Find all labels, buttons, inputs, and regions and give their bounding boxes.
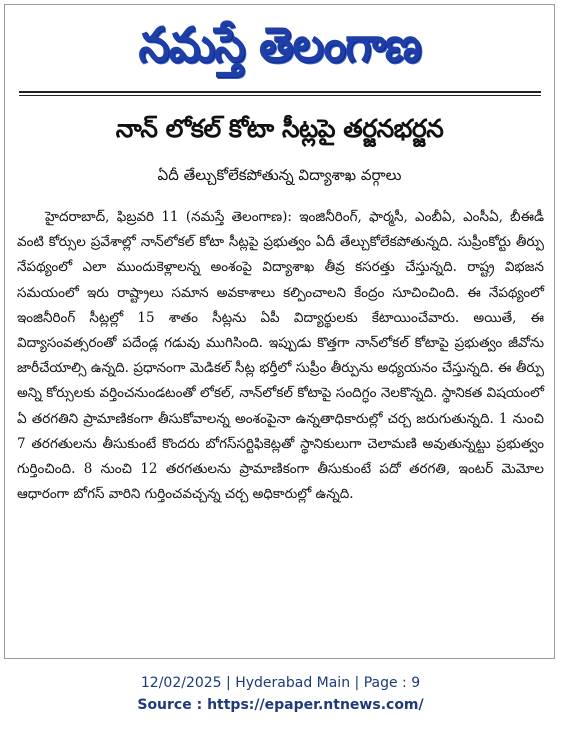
article-subheadline: ఏదీ తేల్చుకోలేకపోతున్న విద్యాశాఖ వర్గాలు <box>157 166 402 184</box>
source-link[interactable]: Source : https://epaper.ntnews.com/ <box>137 697 424 713</box>
article-body: హైదరాబాద్, ఫిబ్రవరి 11 (నమస్తే తెలంగాణ): ఇంజినీరింగ్, ఫార్మసీ, ఎంబీఏ, ఎంసీఏ, బీఈడీ వంటి కోర్సుల ప్రవేశాల్లో నాన్‌లోకల్ కోటా సీట్లపై ప్రభుత్వం ఏదీ తేల్చుకోలేకపోతున్నది. సుప్రీంకోర్టు తీర్పు నేపథ్యంలో ఎలా ముందుకెళ్లాలన్న అంశంపై విద్యాశాఖ తీవ్ర కసరత్తు చేస్తున్నది. రాష్ట్ర విభజన సమయంలో ఇరు రాష్ట్రాలు సమాన అవకాశాలు కల్పించాలని కేంద్రం సూచించింది. ఈ నేపథ్యంలో ఇంజినీరింగ్ సీట్లల్లో 15 శాతం సీట్లను ఏపీ విద్యార్థులకు కేటాయించేవారు. అయితే, ఈ విద్యాసంవత్సరంతో పదేండ్ల గడువు ముగిసింది. ఇప్పుడు కొత్తగా నాన్‌లోకల్ కోటాపై ప్రభుత్వం జీవోను జారీచేయాల్సి ఉన్నది. ప్రధానంగా మెడికల్ సీట్ల భర్తీలో సుప్రీం తీర్పును అధ్యయనం చేస్తున్నది. ఈ తీర్పు అన్ని కోర్సులకు వర్తించనుండటంతో లోకల్, నాన్‌లోకల్ కోటాపై సందిగ్ధం నెలకొన్నది. స్థానికత విషయంలో ఏ తరగతిని ప్రామాణికంగా తీసుకోవాలన్న అంశంపైనా ఉన్నతాధికారుల్లో చర్చ జరుగుతున్నది. 1 నుంచి 7 తరగతులను తీసుకుంటే కొందరు బోగస్‌సర్టిఫికెట్లతో స్థానికులుగా చెలామణి అవుతున్నట్టు ప్రభుత్వం గుర్తించింది. 8 నుంచి 12 తరగతులను ప్రామాణికంగా తీసుకుంటే పదో తరగతి, ఇంటర్ మెమోల ఆధారంగా బోగస్ వారిని గుర్తించవచ్చన్న చర్చ అధికారుల్లో ఉన్నది. <box>17 209 544 503</box>
page-footer <box>0 672 561 716</box>
masthead-divider <box>19 91 541 93</box>
masthead-divider-thin <box>19 95 541 96</box>
newspaper-masthead: నమస్తే తెలంగాణ <box>138 17 421 73</box>
edition-info: 12/02/2025 | Hyderabad Main | Page : 9 <box>140 675 421 691</box>
clipping-frame <box>4 4 555 659</box>
article-headline: నాన్ లోకల్ కోటా సీట్లపై తర్జనభర్జన <box>115 114 444 143</box>
